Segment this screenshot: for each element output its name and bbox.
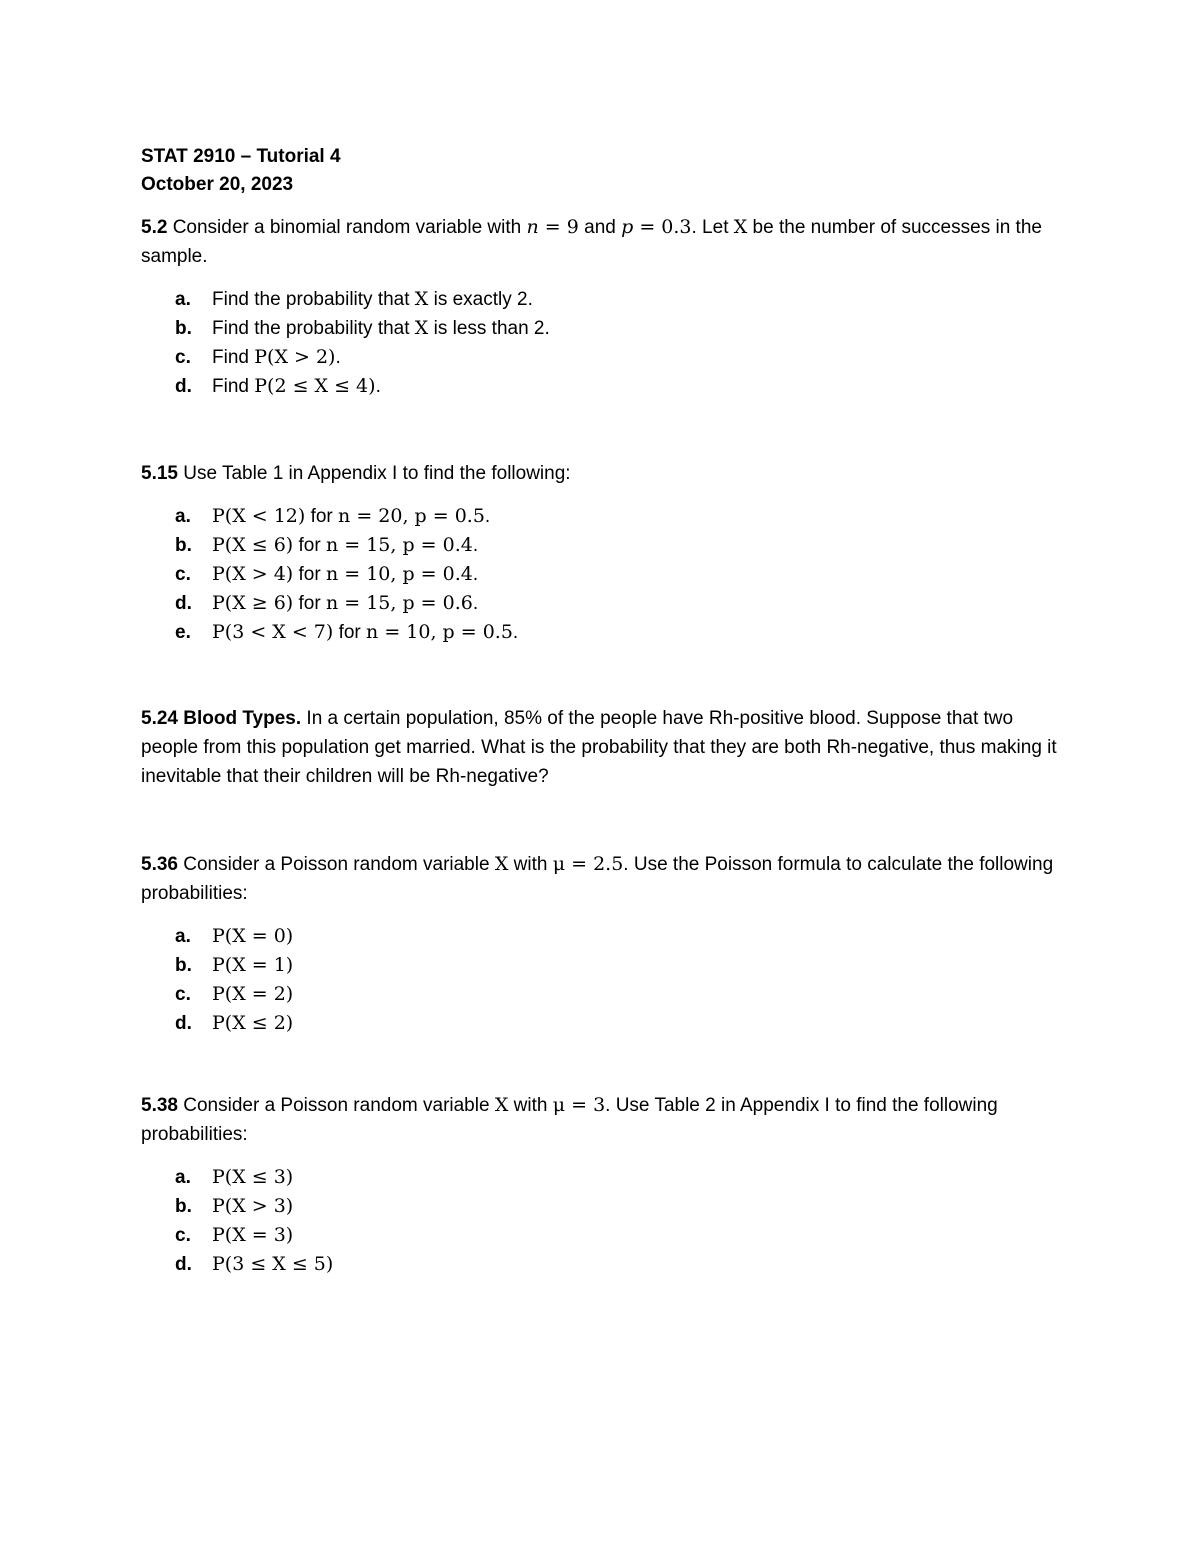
- statement-text: with: [508, 854, 553, 875]
- item-math: P(X > 2): [254, 346, 336, 368]
- problem-title: Blood Types.: [183, 708, 302, 729]
- statement-text: Consider a binomial random variable with: [172, 217, 527, 238]
- math-n: n = 9: [526, 216, 579, 238]
- item-math: X: [414, 288, 429, 310]
- problem-number: 5.36: [141, 854, 178, 875]
- item-math: X: [414, 317, 429, 339]
- list-item: [141, 1009, 1061, 1038]
- problem-statement: [141, 213, 1061, 271]
- list-item: [141, 922, 1061, 951]
- item-label: d.: [175, 1013, 192, 1034]
- item-math: P(X ≤ 3): [212, 1166, 294, 1188]
- list-item: [141, 1221, 1061, 1250]
- item-math: P(X ≤ 2): [212, 1012, 294, 1034]
- item-text: for: [293, 593, 326, 614]
- statement-text: Consider a Poisson random variable: [183, 1095, 495, 1116]
- math-p: p = 0.3: [621, 216, 692, 238]
- list-item: [141, 314, 1061, 343]
- statement-text: Use Table 1 in Appendix I to find the following:: [183, 463, 571, 484]
- list-item: [141, 372, 1061, 401]
- item-text: Find: [212, 347, 255, 368]
- item-label: b.: [175, 318, 192, 339]
- item-math: P(X < 12): [212, 505, 306, 527]
- list-item: [141, 1192, 1061, 1221]
- subquestion-list: [141, 1163, 1061, 1279]
- problem-5-38: [141, 1091, 1061, 1279]
- statement-text: . Let: [691, 217, 734, 238]
- list-item: [141, 980, 1061, 1009]
- subquestion-list: [141, 502, 1061, 647]
- problem-5-15: [141, 459, 1061, 647]
- item-math: P(X = 1): [212, 954, 294, 976]
- item-label: c.: [175, 347, 191, 368]
- item-label: a.: [175, 289, 191, 310]
- item-text: for: [293, 535, 326, 556]
- course-title: STAT 2910 – Tutorial 4: [141, 146, 341, 167]
- item-text: .: [335, 347, 341, 368]
- item-label: b.: [175, 955, 192, 976]
- document-date: October 20, 2023: [141, 174, 294, 195]
- item-label: c.: [175, 984, 191, 1005]
- list-item: [141, 618, 1061, 647]
- item-label: c.: [175, 1225, 191, 1246]
- item-math: P(2 ≤ X ≤ 4): [254, 375, 376, 397]
- list-item: [141, 343, 1061, 372]
- item-label: d.: [175, 1254, 192, 1275]
- item-params: n = 15, p = 0.4: [325, 534, 473, 556]
- math-mu: μ = 3: [552, 1094, 606, 1116]
- item-params: n = 10, p = 0.4: [325, 563, 473, 585]
- item-text: .: [472, 564, 479, 585]
- list-item: [141, 531, 1061, 560]
- math-x: X: [494, 1094, 509, 1116]
- problem-number: 5.2: [141, 217, 168, 238]
- item-label: a.: [175, 506, 191, 527]
- problem-5-36: [141, 850, 1061, 1038]
- item-text: .: [472, 535, 479, 556]
- item-text: .: [375, 376, 381, 397]
- math-x: X: [494, 853, 509, 875]
- problem-5-24: [141, 704, 1061, 791]
- statement-text: . Use Table 2 in Appendix I to find the following probabilities:: [141, 1095, 998, 1145]
- problem-statement: [141, 850, 1061, 908]
- statement-text: with: [508, 1095, 553, 1116]
- item-text: Find the probability that: [212, 318, 415, 339]
- item-params: n = 10, p = 0.5: [366, 621, 513, 643]
- item-text: is less than 2.: [428, 318, 550, 339]
- document-header: [141, 143, 341, 199]
- item-label: a.: [175, 1167, 191, 1188]
- list-item: [141, 951, 1061, 980]
- subquestion-list: [141, 922, 1061, 1038]
- item-text: for: [293, 564, 326, 585]
- item-math: P(X = 3): [212, 1224, 294, 1246]
- item-text: .: [472, 593, 479, 614]
- statement-text: Consider a Poisson random variable: [183, 854, 495, 875]
- list-item: [141, 1250, 1061, 1279]
- item-label: b.: [175, 1196, 192, 1217]
- problem-number: 5.24: [141, 708, 178, 729]
- item-text: .: [484, 506, 491, 527]
- item-math: P(X ≤ 6): [212, 534, 294, 556]
- math-x: X: [733, 216, 748, 238]
- item-text: Find the probability that: [212, 289, 415, 310]
- statement-text: . Use the Poisson formula to calculate the following probabilities:: [141, 854, 1054, 904]
- item-math: P(X = 2): [212, 983, 294, 1005]
- item-math: P(X ≥ 6): [212, 592, 294, 614]
- list-item: [141, 1163, 1061, 1192]
- item-label: c.: [175, 564, 191, 585]
- problem-statement: [141, 459, 1061, 488]
- subquestion-list: [141, 285, 1061, 401]
- item-math: P(X > 4): [212, 563, 294, 585]
- item-params: n = 15, p = 0.6: [325, 592, 473, 614]
- item-label: a.: [175, 926, 191, 947]
- item-label: e.: [175, 622, 191, 643]
- item-params: n = 20, p = 0.5: [338, 505, 485, 527]
- item-label: d.: [175, 376, 192, 397]
- item-text: is exactly 2.: [428, 289, 533, 310]
- problem-statement: [141, 704, 1061, 791]
- item-math: P(X = 0): [212, 925, 294, 947]
- item-math: P(X > 3): [212, 1195, 294, 1217]
- item-label: b.: [175, 535, 192, 556]
- list-item: [141, 589, 1061, 618]
- problem-number: 5.38: [141, 1095, 178, 1116]
- math-mu: μ = 2.5: [552, 853, 624, 875]
- list-item: [141, 502, 1061, 531]
- statement-text: and: [578, 217, 622, 238]
- item-label: d.: [175, 593, 192, 614]
- item-math: P(3 < X < 7): [212, 621, 334, 643]
- list-item: [141, 560, 1061, 589]
- item-text: .: [512, 622, 519, 643]
- problem-number: 5.15: [141, 463, 178, 484]
- problem-5-2: [141, 213, 1061, 401]
- item-text: for: [305, 506, 339, 527]
- list-item: [141, 285, 1061, 314]
- problem-statement: [141, 1091, 1061, 1149]
- item-math: P(3 ≤ X ≤ 5): [212, 1253, 334, 1275]
- statement-text: be the number of successes in the sample.: [141, 217, 1042, 267]
- statement-text: In a certain population, 85% of the people have Rh-positive blood. Suppose that two people from this population get married. What is the probability that they are both Rh-negative, thus making it inevitable that their children will be Rh-negative?: [141, 708, 1057, 787]
- item-text: Find: [212, 376, 255, 397]
- item-text: for: [333, 622, 367, 643]
